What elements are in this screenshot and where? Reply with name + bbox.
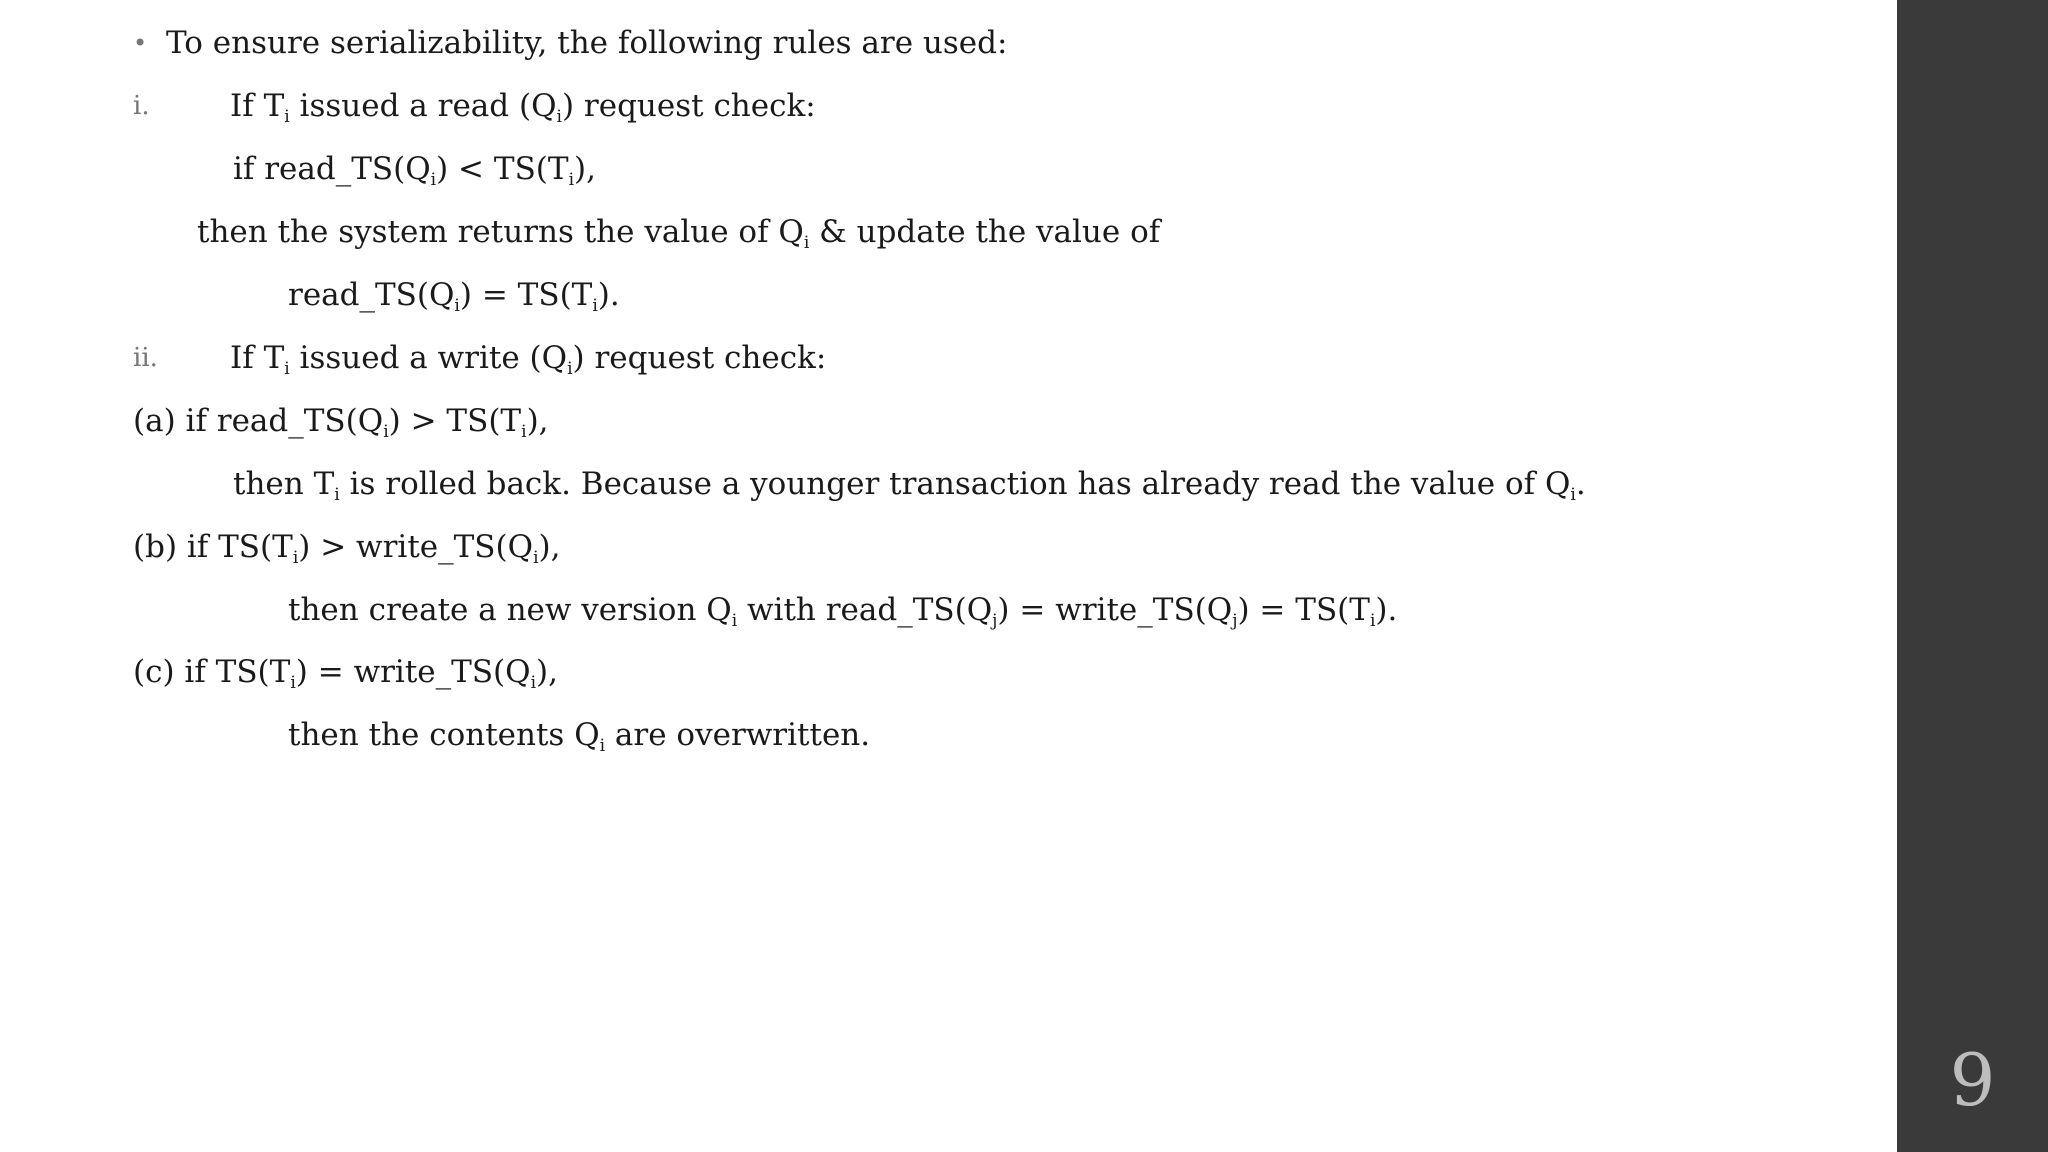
- case-b-then-sub2: j: [992, 610, 998, 631]
- case-a-post: ),: [526, 403, 549, 439]
- rule-i-condition: [233, 149, 596, 189]
- intro-text: [166, 23, 1007, 63]
- rule-i-mid: issued a read (Q: [289, 88, 557, 124]
- rule-i-cond-post: ),: [574, 151, 596, 187]
- rule-i-cond-pre: if read_TS(Q: [233, 151, 431, 187]
- rule-i-cond-mid: ) < TS(T: [436, 151, 569, 187]
- case-c-sub1: i: [290, 672, 296, 693]
- case-c-then-pre: then the contents Q: [288, 717, 600, 753]
- case-c-then: [288, 715, 870, 755]
- rule-i-post: ) request check:: [561, 88, 816, 124]
- case-b-post: ),: [538, 529, 561, 565]
- case-c-then-post: are overwritten.: [605, 717, 871, 753]
- rule-i-then-pre: then the system returns the value of Q: [197, 214, 804, 250]
- case-a-mid: ) > TS(T: [388, 403, 522, 439]
- rule-i-then: [197, 212, 1160, 252]
- case-c-sub2: i: [530, 672, 537, 693]
- case-b-then-sub1: i: [731, 610, 738, 631]
- case-b: [133, 527, 560, 567]
- case-b-pre: (b) if TS(T: [133, 529, 293, 565]
- case-a-sub1: i: [383, 421, 389, 442]
- intro-text-content: To ensure serializability, the following rules are used:: [166, 25, 1008, 61]
- rule-i-text: [230, 86, 816, 126]
- case-c-mid: ) = write_TS(Q: [295, 654, 531, 690]
- bullet-icon: •: [133, 29, 148, 57]
- rule-i-update-sub1: i: [454, 295, 460, 316]
- rule-ii-marker: ii.: [133, 343, 158, 373]
- sidebar-panel: [1897, 0, 2048, 1152]
- case-c: [133, 652, 558, 692]
- rule-ii-sub2: i: [567, 358, 573, 379]
- rule-ii-post: ) request check:: [572, 340, 827, 376]
- case-c-then-sub1: i: [599, 735, 606, 756]
- rule-ii-text: [230, 338, 826, 378]
- case-a-sub2: i: [521, 421, 527, 442]
- rule-i-cond-sub1: i: [430, 169, 437, 190]
- case-b-then-post: ).: [1375, 592, 1398, 628]
- rule-ii-mid: issued a write (Q: [289, 340, 568, 376]
- rule-i-sub2: i: [556, 106, 562, 127]
- case-a-then-sub1: i: [334, 484, 340, 505]
- case-b-then-mid2: ) = write_TS(Q: [997, 592, 1233, 628]
- rule-i-cond-sub2: i: [568, 169, 575, 190]
- page-number: 9: [1949, 1038, 1996, 1122]
- case-b-then-sub3: j: [1232, 610, 1238, 631]
- rule-i-update: [288, 275, 620, 315]
- case-b-sub1: i: [292, 547, 299, 568]
- case-a-pre: (a) if read_TS(Q: [133, 403, 384, 439]
- case-a-then-mid: is rolled back. Because a younger transaction has already read the value of Q: [339, 466, 1571, 502]
- rule-i-update-mid: ) = TS(T: [459, 277, 593, 313]
- rule-i-update-post: ).: [597, 277, 620, 313]
- rule-i-then-post: & update the value of: [809, 214, 1161, 250]
- case-b-sub2: i: [533, 547, 539, 568]
- case-a-then-pre: then T: [233, 466, 335, 502]
- case-b-mid: ) > write_TS(Q: [298, 529, 534, 565]
- rule-ii-sub1: i: [284, 358, 290, 379]
- case-c-pre: (c) if TS(T: [133, 654, 291, 690]
- rule-i-pre: If T: [230, 88, 285, 124]
- case-a-then-post: .: [1575, 466, 1586, 502]
- rule-i-sub1: i: [284, 106, 290, 127]
- rule-i-update-pre: read_TS(Q: [288, 277, 455, 313]
- case-a-then-sub2: i: [1570, 484, 1576, 505]
- case-b-then-mid1: with read_TS(Q: [737, 592, 993, 628]
- case-b-then-sub4: i: [1369, 610, 1376, 631]
- case-a: [133, 401, 549, 441]
- case-b-then-mid3: ) = TS(T: [1237, 592, 1370, 628]
- rule-ii-pre: If T: [230, 340, 285, 376]
- case-b-then: [288, 590, 1397, 630]
- rule-i-then-sub1: i: [803, 232, 810, 253]
- case-c-post: ),: [536, 654, 558, 690]
- rule-i-marker: i.: [133, 91, 150, 121]
- rule-i-update-sub2: i: [592, 295, 598, 316]
- case-a-then: [233, 464, 1586, 504]
- case-b-then-pre: then create a new version Q: [288, 592, 732, 628]
